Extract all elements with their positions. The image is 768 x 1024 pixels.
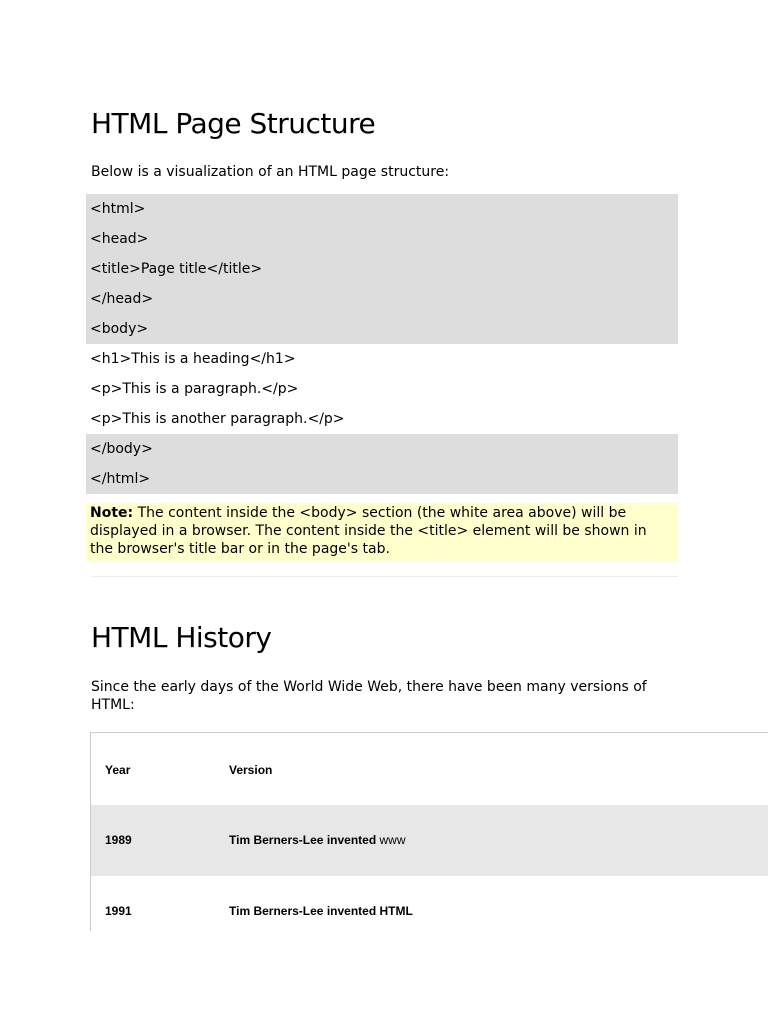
cell-version (229, 805, 406, 876)
cell-version-text: Tim Berners-Lee invented (229, 833, 377, 847)
column-header-version: Version (229, 763, 273, 777)
note-box (86, 503, 678, 561)
cell-year: 1991 (105, 904, 132, 918)
code-visualization (86, 194, 678, 494)
table-row (91, 876, 768, 931)
history-intro: Since the early days of the World Wide Web, there have been many versions of HTML: (91, 679, 647, 713)
cell-year: 1989 (105, 833, 132, 847)
structure-intro: Below is a visualization of an HTML page structure: (91, 164, 450, 180)
cell-version-suffix: www (379, 833, 406, 847)
column-header-year: Year (105, 763, 131, 777)
code-line: <body> (86, 314, 678, 344)
code-line: <h1>This is a heading</h1> (86, 344, 678, 374)
history-table (90, 732, 768, 931)
section-divider (91, 576, 678, 577)
code-line: <title>Page title</title> (86, 254, 678, 284)
cell-version: Tim Berners-Lee invented HTML (229, 904, 413, 918)
code-line: <p>This is a paragraph.</p> (86, 374, 678, 404)
note-text: The content inside the <body> section (the white area above) will be displayed in a browser. The content inside the <title> element will be shown in the browser's title bar or in the page's tab. (90, 505, 647, 557)
heading-history: HTML History (91, 621, 272, 654)
code-line: </head> (86, 284, 678, 314)
code-line: </body> (86, 434, 678, 464)
code-line: </html> (86, 464, 678, 494)
code-line: <head> (86, 224, 678, 254)
note-label: Note: (90, 505, 134, 521)
heading-page-structure: HTML Page Structure (91, 107, 376, 140)
table-header-row (91, 733, 768, 805)
code-line: <html> (86, 194, 678, 224)
code-line: <p>This is another paragraph.</p> (86, 404, 678, 434)
table-row (91, 805, 768, 876)
